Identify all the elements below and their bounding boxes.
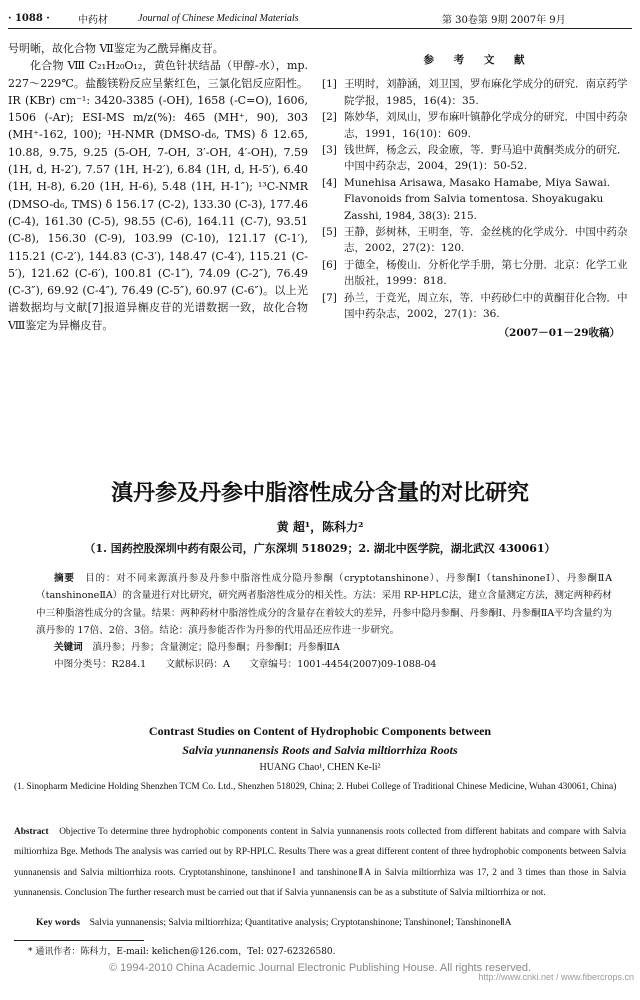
received-date: （2007－01－29收稿） <box>498 326 620 339</box>
journal-name-cn: 中药材 <box>78 14 108 26</box>
volume-info: 第 30卷第 9期 2007年 9月 <box>442 14 566 26</box>
footnote-divider <box>14 940 144 941</box>
reference-item: [4] Munehisa Arisawa, Masako Hamabe, Miya Sawai. Flavonoids from Salvia tomentosa. Shoyakugaku Zasshi, 1984, 38(3): 215. <box>322 176 611 222</box>
abstract-text: 目的：对不同来源滇丹参及丹参中脂溶性成分隐丹参酮（cryptotanshinone）、丹参酮Ⅰ（tanshinoneⅠ）、丹参酮ⅡA（tanshinoneⅡA）的含量进行对比研究，研究两者脂溶性成分的相关性。方法：采用 RP-HPLC法，建立含量测定方法，测定两种药材中三种脂溶性成分的含量。结果：两种药材中脂溶性成分的含量存在着较大的差异，丹参中隐丹参酮、丹参酮Ⅰ、丹参酮ⅡA平均含量约为滇丹参的 17倍、2倍、3倍。结论：滇丹参能否作为丹参的代用品还应作进一步研究。 <box>36 573 613 636</box>
english-title-line2: Salvia yunnanensis Roots and Salvia miltiorrhiza Roots <box>182 743 458 757</box>
english-keywords-text: Salvia yunnanensis; Salvia miltiorrhiza; Quantitative analysis; Cryptotanshinone; TanshinoneⅠ; TanshinoneⅡA <box>89 917 512 928</box>
english-title <box>0 722 640 760</box>
paragraph: 号明晰，故化合物 Ⅶ鉴定为乙酰异槲皮苷。 <box>8 42 224 55</box>
english-affiliation: (1. Sinopharm Medicine Holding Shenzhen TCM Co. Ltd., Shenzhen 518029, China; 2. Hubei College of Traditional Chinese Medicine, Wuhan 430061, China) <box>14 782 617 792</box>
abstract-label: 摘要 <box>54 573 75 584</box>
watermark: http://www.cnki.net / www.fibercrops.cn <box>478 972 634 982</box>
reference-item: [2] 陈妙华，刘凤山，罗布麻叶镇静化学成分的研究．中国中药杂志，1991，16(10)：609. <box>322 111 628 140</box>
keywords-label: 关键词 <box>54 642 83 654</box>
left-column-text <box>8 40 308 334</box>
page-number: · 1088 · <box>8 12 50 24</box>
classification-line: 中图分类号：R284.1 文献标识码：A 文章编号：1001-4454(2007)09-1088-04 <box>54 659 437 671</box>
english-keywords <box>36 914 626 928</box>
english-abstract <box>14 822 626 903</box>
reference-item: [6] 于德全，杨俊山．分析化学手册，第七分册．北京：化学工业出版社，1999：818. <box>322 258 628 288</box>
references-heading: 参 考 文 献 <box>423 54 533 66</box>
english-abstract-text: Objective To determine three hydrophobic components content in Salvia yunnanensis roots collected from different habitats and compare with Salvia miltiorrhiza Bge. Methods The analysis was carried out by RP-HPLC. Results There was a great different content of three hydrophobic components between Salvia yunnanensis and Salvia miltiorrhiza roots. Cryptotanshinone, tanshinoneⅠ and tanshinoneⅡA in Salvia miltiorrhiza was 17, 2 and 3 times than those in Salvia yunnanensis. Conclusion The further research must be carried out that if Salvia yunnanensis can be as a substitute of Salvia miltiorrhiza or not. <box>14 827 626 898</box>
running-header <box>8 8 632 29</box>
reference-item: [7] 孙兰，于竞光，周立东，等．中药砂仁中的黄酮苷化合物．中国中药杂志，2002，27(1)：36. <box>322 291 628 321</box>
paragraph: 化合物 Ⅷ C₂₁H₂₀O₁₂，黄色针状结晶（甲醇-水），mp. 227～229℃。盐酸镁粉反应呈紫红色，三氯化铝反应阳性。IR (KBr) cm⁻¹: 3420-3385 (-OH), 1658 (-C=O), 1606, 1506 (-Ar); ESI-MS m/z(%): 465 (MH⁺, 90), 303 (MH⁺-162, 100); ¹H-NMR (DMSO-d₆, TMS) δ 12.65, 10.88, 9.75, 9.25 (5-OH, 7-OH, 3′-OH, 4′-OH), 7.59 (1H, d, H-2′), 7.57 (1H, H-2′), 6.84 (1H, d, H-5′), 6.40 (1H, H-8), 6.20 (1H, H-6), 5.48 (1H, H-1″); ¹³C-NMR (DMSO-d₆, TMS) δ 156.17 (C-2), 133.30 (C-3), 177.46 (C-4), 161.30 (C-5), 98.55 (C-6), 164.11 (C-7), 93.51 (C-8), 156.30 (C-9), 103.99 (C-10), 121.17 (C-1′), 115.21 (C-2′), 144.83 (C-3′), 148.47 (C-4′), 115.21 (C-5′), 121.62 (C-6′), 100.81 (C-1″), 74.09 (C-2″), 76.49 (C-3″), 69.92 (C-4″), 76.49 (C-5″), 60.97 (C-6″)。以上光谱数据均与文献[7]报道异槲皮苷的光谱数据一致，故化合物 Ⅷ鉴定为异槲皮苷。 <box>8 59 308 332</box>
chinese-abstract <box>36 570 612 674</box>
footnote: * 通讯作者：陈科力，E-mail: kelichen@126.com，Tel: 027-62326580. <box>28 947 336 957</box>
reference-item: [1] 王明时，刘静涵，刘卫国，罗布麻化学成分的研究．南京药学院学报，1985，16(4)：35. <box>322 78 628 107</box>
article-title: 滇丹参及丹参中脂溶性成分含量的对比研究 <box>110 481 529 506</box>
english-keywords-label: Key words <box>36 917 80 928</box>
reference-item: [5] 王静，彭树林，王明奎，等．金丝桃的化学成分．中国中药杂志，2002，27(2)：120. <box>322 226 628 255</box>
copyright-notice: © 1994-2010 China Academic Journal Electronic Publishing House. All rights reserved. <box>108 962 532 974</box>
reference-item: [3] 钱世辉，杨念云，段金廒，等．野马追中黄酮类成分的研究．中国中药杂志，2004，29(1)：50-52. <box>322 144 628 173</box>
references-section <box>322 52 634 341</box>
article-affiliation: （1. 国药控股深圳中药有限公司，广东深圳 518029；2. 湖北中医学院，湖北武汉 430061） <box>84 542 556 555</box>
article-authors: 黄 超¹，陈科力² <box>276 520 364 534</box>
english-abstract-label: Abstract <box>14 827 49 837</box>
english-authors: HUANG Chao¹, CHEN Ke-li² <box>259 762 381 773</box>
keywords-text: 滇丹参；丹参；含量测定；隐丹参酮；丹参酮Ⅰ；丹参酮ⅡA <box>92 642 340 654</box>
english-title-line1: Contrast Studies on Content of Hydrophobic Components between <box>148 724 492 738</box>
journal-name-en: Journal of Chinese Medicinal Materials <box>138 12 299 24</box>
